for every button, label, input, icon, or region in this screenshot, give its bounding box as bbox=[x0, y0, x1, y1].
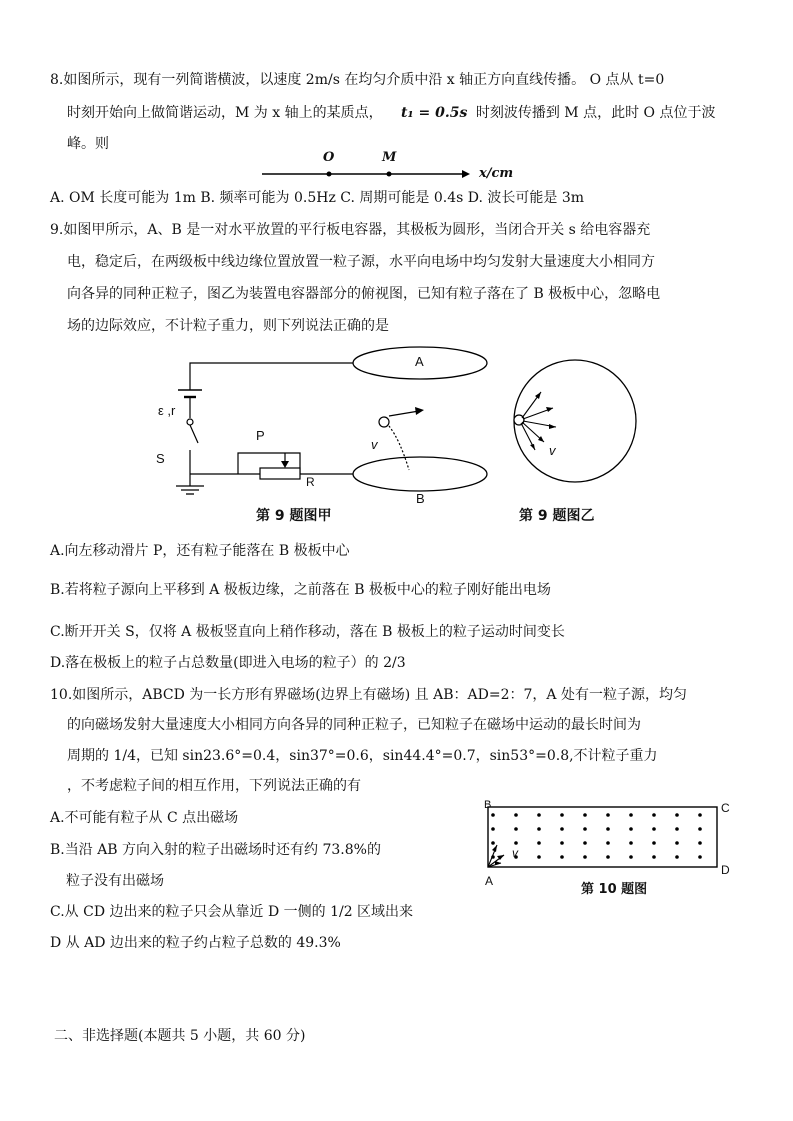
q10-label-b: B bbox=[484, 799, 492, 811]
field-dot bbox=[675, 841, 679, 845]
field-dot bbox=[698, 813, 702, 817]
field-dot bbox=[560, 827, 564, 831]
q9-caption-yi: 第 9 题图乙 bbox=[519, 508, 595, 524]
q10-line-1: 10.如图所示，ABCD 为一长方形有界磁场(边界上有磁场) 且 AB：AD=2：7，A 处有一粒子源，均匀 bbox=[50, 687, 687, 703]
field-dot bbox=[629, 827, 633, 831]
field-dot bbox=[560, 841, 564, 845]
section-2-heading: 二、非选择题(本题共 5 小题，共 60 分) bbox=[54, 1028, 306, 1044]
q10-field-dots bbox=[491, 813, 702, 859]
field-dot bbox=[606, 841, 610, 845]
q10-option-b-line-1: B.当沿 AB 方向入射的粒子出磁场时还有约 73.8%的 bbox=[50, 842, 381, 858]
field-dot bbox=[537, 841, 541, 845]
q10-label-v: v bbox=[512, 846, 518, 860]
field-dot bbox=[652, 813, 656, 817]
q10-line-2: 的向磁场发射大量速度大小相同方向各异的同种正粒子，已知粒子在磁场中运动的最长时间为 bbox=[67, 717, 641, 733]
q9-line-1: 9.如图甲所示，A、B 是一对水平放置的平行板电容器，其极板为圆形，当闭合开关 s 给电容器充 bbox=[50, 222, 651, 238]
field-dot bbox=[698, 827, 702, 831]
q8-label-o: O bbox=[323, 150, 335, 165]
q9-option-c: C.断开开关 S，仅将 A 极板竖直向上稍作移动，落在 B 极板上的粒子运动时间变长 bbox=[50, 624, 565, 640]
field-dot bbox=[583, 827, 587, 831]
q8-line-2b: 时刻波传播到 M 点，此时 O 点位于波 bbox=[475, 105, 716, 121]
q8-t1-formula: t₁ = 0.5s bbox=[401, 105, 468, 121]
q8-label-axis: x/cm bbox=[479, 166, 514, 181]
q9-topview-plate bbox=[514, 360, 636, 482]
field-dot bbox=[491, 841, 495, 845]
q8-line-2a: 时刻开始向上做简谐运动，M 为 x 轴上的某质点， bbox=[67, 105, 383, 121]
field-dot bbox=[537, 813, 541, 817]
q9-line-2: 电，稳定后，在两级板中线边缘位置放置一粒子源，水平向电场中均匀发射大量速度大小相同方 bbox=[67, 254, 655, 270]
field-dot bbox=[606, 855, 610, 859]
q9-topview-label-v: v bbox=[549, 443, 556, 458]
q8-line-3: 峰。则 bbox=[67, 136, 109, 152]
field-dot bbox=[652, 841, 656, 845]
q8-point-o bbox=[327, 172, 332, 177]
q8-line-2 bbox=[67, 103, 715, 123]
q9-label-er: ε ,r bbox=[158, 403, 176, 418]
q8-label-m: M bbox=[382, 150, 397, 165]
q9-line-4: 场的边际效应，不计粒子重力，则下列说法正确的是 bbox=[67, 318, 389, 334]
q10-label-d: D bbox=[721, 863, 730, 877]
field-dot bbox=[629, 841, 633, 845]
q8-figure bbox=[0, 150, 793, 190]
field-dot bbox=[583, 841, 587, 845]
field-dot bbox=[675, 827, 679, 831]
q9-option-b: B.若将粒子源向上平移到 A 极板边缘，之前落在 B 极板中心的粒子刚好能出电场 bbox=[50, 582, 551, 598]
q10-option-a: A.不可能有粒子从 C 点出磁场 bbox=[50, 810, 239, 826]
q9-label-b: B bbox=[416, 491, 425, 506]
q10-caption: 第 10 题图 bbox=[581, 882, 648, 897]
q8-options: A. OM 长度可能为 1m B. 频率可能为 0.5Hz C. 周期可能是 0.4s D. 波长可能是 3m bbox=[50, 190, 585, 206]
field-dot bbox=[698, 855, 702, 859]
q9-label-a: A bbox=[415, 354, 424, 369]
q10-line-4: ，不考虑粒子间的相互作用，下列说法正确的有 bbox=[67, 778, 361, 794]
field-dot bbox=[514, 813, 518, 817]
field-dot bbox=[675, 855, 679, 859]
q9-topview-figure bbox=[0, 340, 793, 540]
field-dot bbox=[583, 855, 587, 859]
q10-field-rect bbox=[488, 807, 717, 867]
field-dot bbox=[652, 855, 656, 859]
q9-option-a: A.向左移动滑片 P，还有粒子能落在 B 极板中心 bbox=[50, 543, 350, 559]
field-dot bbox=[537, 827, 541, 831]
field-dot bbox=[698, 841, 702, 845]
field-dot bbox=[514, 827, 518, 831]
q10-figure bbox=[0, 795, 793, 885]
q10-line-3: 周期的 1/4，已知 sin23.6°=0.4，sin37°=0.6，sin44.4°=0.7，sin53°=0.8,不计粒子重力 bbox=[67, 748, 658, 764]
q9-label-v: v bbox=[371, 437, 378, 452]
field-dot bbox=[560, 855, 564, 859]
q8-point-m bbox=[387, 172, 392, 177]
field-dot bbox=[606, 827, 610, 831]
q9-label-r: R bbox=[306, 475, 315, 489]
q9-option-d: D.落在极板上的粒子占总数量(即进入电场的粒子）的 2/3 bbox=[50, 655, 406, 671]
q8-x-axis-arrow bbox=[462, 170, 470, 178]
field-dot bbox=[652, 827, 656, 831]
q8-line-1: 8.如图所示，现有一列简谐横波，以速度 2m/s 在均匀介质中沿 x 轴正方向直线传播。 O 点从 t=0 bbox=[50, 72, 665, 88]
q9-label-s: S bbox=[156, 451, 165, 466]
field-dot bbox=[675, 813, 679, 817]
field-dot bbox=[629, 855, 633, 859]
field-dot bbox=[491, 813, 495, 817]
q10-label-a: A bbox=[485, 874, 494, 888]
q10-label-c: C bbox=[721, 801, 730, 815]
q10-option-d: D 从 AD 边出来的粒子约占粒子总数的 49.3% bbox=[50, 935, 341, 951]
q9-caption-jia: 第 9 题图甲 bbox=[256, 508, 332, 524]
field-dot bbox=[491, 827, 495, 831]
q9-line-3: 向各异的同种正粒子，图乙为装置电容器部分的俯视图，已知有粒子落在了 B 极板中心，忽略电 bbox=[67, 286, 661, 302]
field-dot bbox=[560, 813, 564, 817]
q9-label-p: P bbox=[256, 428, 265, 443]
field-dot bbox=[629, 813, 633, 817]
field-dot bbox=[606, 813, 610, 817]
field-dot bbox=[583, 813, 587, 817]
q10-option-c: C.从 CD 边出来的粒子只会从靠近 D 一侧的 1/2 区域出来 bbox=[50, 904, 414, 920]
q10-option-b-line-2: 粒子没有出磁场 bbox=[66, 873, 164, 889]
field-dot bbox=[537, 855, 541, 859]
